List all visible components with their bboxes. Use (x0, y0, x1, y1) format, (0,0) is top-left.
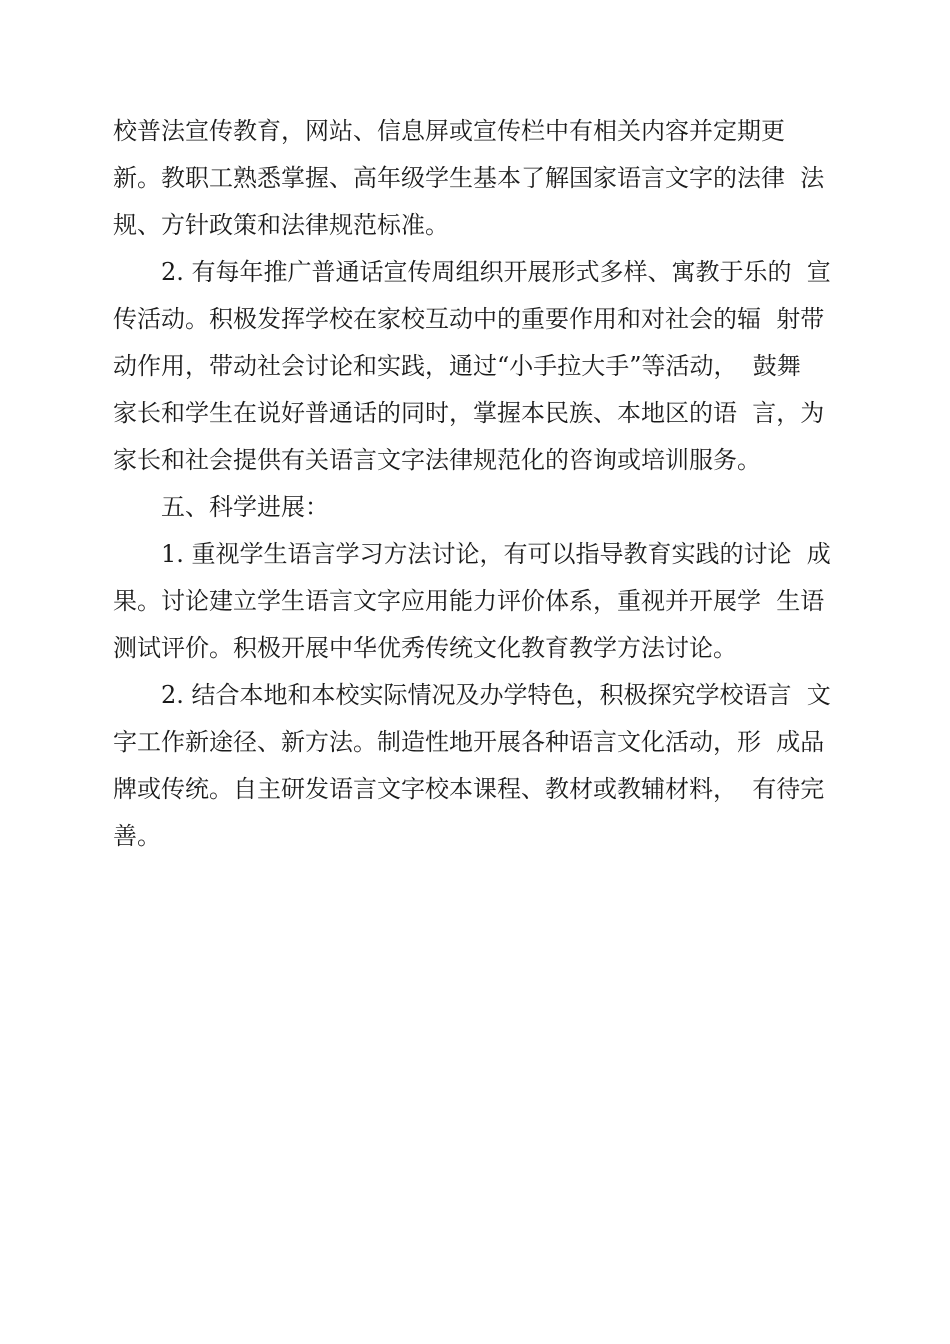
text-line: 测试评价。积极开展中华优秀传统文化教育教学方法讨论。 (113, 634, 737, 662)
text-line: 字工作新途径、新方法。制造性地开展各种语言文化活动，形 成品 (113, 728, 825, 756)
text-line: 传活动。积极发挥学校在家校互动中的重要作用和对社会的辐 射带 (113, 305, 825, 333)
text-line: 牌或传统。自主研发语言文字校本课程、教材或教辅材料， 有待完 (113, 775, 825, 803)
text-line: 1. 重视学生语言学习方法讨论，有可以指导教育实践的讨论 成 (161, 540, 831, 568)
section-heading-5 (113, 484, 853, 531)
paragraph-item-2-putonghua-week (113, 249, 853, 484)
text-line: 善。 (113, 822, 161, 850)
text-line: 新。教职工熟悉掌握、高年级学生基本了解国家语言文字的法律 法 (113, 164, 825, 192)
text-line: 动作用，带动社会讨论和实践，通过“小手拉大手”等活动， 鼓舞 (113, 352, 801, 380)
text-line: 家长和学生在说好普通话的同时，掌握本民族、本地区的语 言，为 (113, 399, 825, 427)
section-heading: 五、科学进展： (161, 493, 329, 521)
document-body (113, 108, 853, 860)
text-line: 果。讨论建立学生语言文字应用能力评价体系，重视并开展学 生语 (113, 587, 825, 615)
text-line: 2. 有每年推广普通话宣传周组织开展形式多样、寓教于乐的 宣 (161, 258, 831, 286)
text-line: 家长和社会提供有关语言文字法律规范化的咨询或培训服务。 (113, 446, 761, 474)
text-line: 规、方针政策和法律规范标准。 (113, 211, 449, 239)
paragraph-item-2-innovation (113, 672, 853, 860)
text-line: 2. 结合本地和本校实际情况及办学特色，积极探究学校语言 文 (161, 681, 831, 709)
text-line: 校普法宣传教育，网站、信息屏或宣传栏中有相关内容并定期更 (113, 117, 785, 145)
paragraph-legal-publicity-continued (113, 108, 853, 249)
paragraph-item-1-research (113, 531, 853, 672)
